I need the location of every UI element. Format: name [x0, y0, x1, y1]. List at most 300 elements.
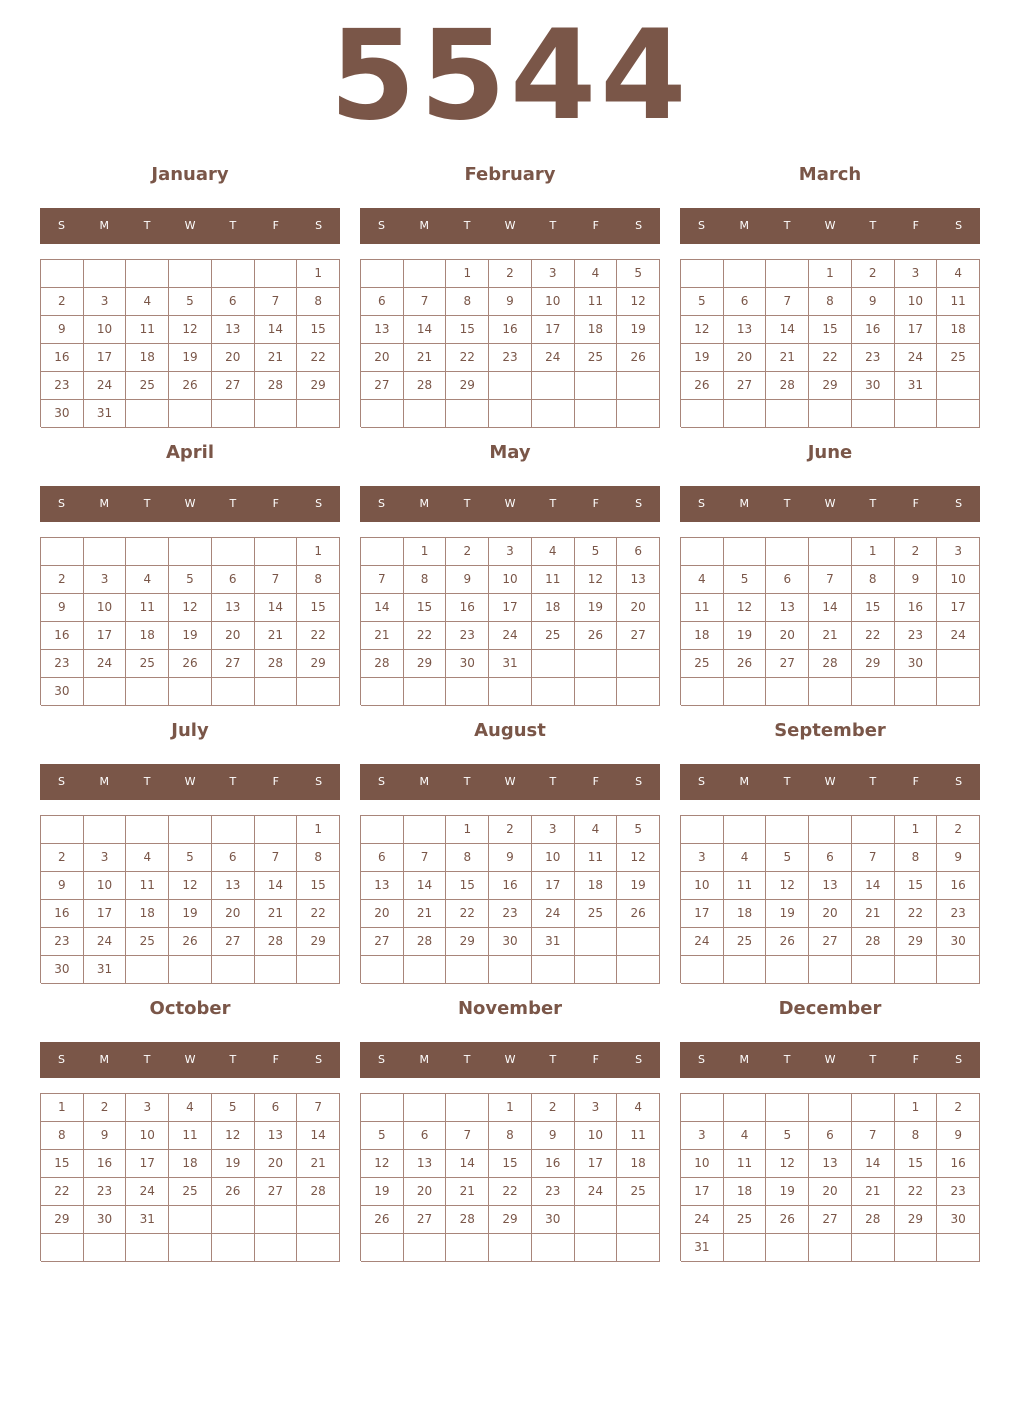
day-cell: 29 — [297, 928, 340, 956]
day-cell: 6 — [809, 844, 852, 872]
day-cell: 28 — [404, 928, 447, 956]
day-cell: 25 — [126, 928, 169, 956]
day-cell: 3 — [681, 1122, 724, 1150]
empty-day-cell — [724, 1234, 767, 1262]
day-cell: 23 — [852, 344, 895, 372]
day-cell: 12 — [575, 566, 618, 594]
empty-day-cell — [255, 956, 298, 984]
day-cell: 29 — [809, 372, 852, 400]
day-cell: 3 — [532, 260, 575, 288]
day-cell: 14 — [852, 1150, 895, 1178]
empty-day-cell — [84, 538, 127, 566]
day-cell: 24 — [126, 1178, 169, 1206]
day-cell: 11 — [532, 566, 575, 594]
empty-day-cell — [446, 956, 489, 984]
empty-day-cell — [852, 956, 895, 984]
day-cell: 11 — [937, 288, 980, 316]
weekday-label: W — [504, 1053, 516, 1066]
day-cell: 13 — [361, 872, 404, 900]
empty-day-cell — [937, 1234, 980, 1262]
empty-day-cell — [809, 678, 852, 706]
empty-day-cell — [489, 956, 532, 984]
empty-day-cell — [297, 678, 340, 706]
day-cell: 7 — [404, 288, 447, 316]
day-cell: 9 — [84, 1122, 127, 1150]
day-cell: 26 — [169, 372, 212, 400]
day-cell: 14 — [766, 316, 809, 344]
weekday-label: T — [869, 775, 877, 788]
day-cell: 7 — [766, 288, 809, 316]
empty-day-cell — [809, 1234, 852, 1262]
month-name: March — [798, 164, 862, 185]
day-cell: 2 — [937, 816, 980, 844]
weekday-header — [40, 486, 340, 522]
day-cell: 24 — [84, 372, 127, 400]
day-cell: 18 — [532, 594, 575, 622]
day-cell: 10 — [575, 1122, 618, 1150]
day-cell: 23 — [41, 928, 84, 956]
empty-day-cell — [489, 400, 532, 428]
day-cell: 22 — [41, 1178, 84, 1206]
day-cell: 9 — [41, 594, 84, 622]
day-cell: 27 — [617, 622, 660, 650]
day-cell: 25 — [681, 650, 724, 678]
day-cell: 17 — [681, 900, 724, 928]
day-cell: 8 — [41, 1122, 84, 1150]
empty-day-cell — [575, 650, 618, 678]
empty-day-cell — [41, 1234, 84, 1262]
month-name: November — [457, 998, 563, 1019]
empty-day-cell — [617, 928, 660, 956]
day-cell: 27 — [766, 650, 809, 678]
empty-day-cell — [255, 538, 298, 566]
day-cell: 1 — [489, 1094, 532, 1122]
day-cell: 7 — [809, 566, 852, 594]
day-cell: 25 — [575, 344, 618, 372]
weekday-label: F — [592, 1053, 599, 1066]
empty-day-cell — [255, 400, 298, 428]
day-cell: 1 — [852, 538, 895, 566]
day-cell: 8 — [809, 288, 852, 316]
weekday-label: T — [143, 219, 151, 232]
weekday-label: T — [143, 1053, 151, 1066]
day-cell: 26 — [617, 344, 660, 372]
day-cell: 8 — [404, 566, 447, 594]
weekday-label: S — [955, 775, 963, 788]
day-cell: 16 — [489, 872, 532, 900]
day-cell: 16 — [446, 594, 489, 622]
day-cell: 30 — [446, 650, 489, 678]
day-cell: 30 — [41, 956, 84, 984]
day-cell: 17 — [681, 1178, 724, 1206]
day-cell: 30 — [41, 678, 84, 706]
day-cell: 2 — [41, 566, 84, 594]
month-name: July — [171, 720, 209, 741]
empty-day-cell — [84, 1234, 127, 1262]
day-cell: 18 — [724, 1178, 767, 1206]
empty-day-cell — [361, 1234, 404, 1262]
weekday-label: S — [697, 775, 705, 788]
day-grid — [680, 1093, 980, 1261]
weekday-header — [40, 764, 340, 800]
day-cell: 29 — [404, 650, 447, 678]
day-cell: 13 — [255, 1122, 298, 1150]
day-cell: 15 — [297, 316, 340, 344]
weekday-label: S — [377, 497, 385, 510]
weekday-label: W — [184, 775, 196, 788]
day-cell: 2 — [41, 844, 84, 872]
day-cell: 10 — [532, 844, 575, 872]
day-cell: 19 — [169, 622, 212, 650]
day-cell: 3 — [84, 844, 127, 872]
day-cell: 3 — [84, 288, 127, 316]
empty-day-cell — [681, 538, 724, 566]
day-cell: 16 — [895, 594, 938, 622]
day-cell: 3 — [532, 816, 575, 844]
day-cell: 22 — [895, 900, 938, 928]
day-cell: 14 — [404, 872, 447, 900]
day-cell: 16 — [41, 344, 84, 372]
day-cell: 12 — [617, 844, 660, 872]
day-cell: 14 — [404, 316, 447, 344]
day-cell: 27 — [212, 372, 255, 400]
day-cell: 3 — [895, 260, 938, 288]
day-cell: 12 — [169, 594, 212, 622]
day-cell: 16 — [532, 1150, 575, 1178]
day-cell: 19 — [766, 900, 809, 928]
empty-day-cell — [41, 538, 84, 566]
day-cell: 11 — [169, 1122, 212, 1150]
empty-day-cell — [169, 816, 212, 844]
day-cell: 4 — [169, 1094, 212, 1122]
day-cell: 6 — [809, 1122, 852, 1150]
weekday-label: S — [697, 497, 705, 510]
weekday-label: T — [549, 497, 557, 510]
day-cell: 8 — [852, 566, 895, 594]
month-name: June — [807, 442, 853, 463]
weekday-label: F — [272, 1053, 279, 1066]
weekday-label: F — [272, 497, 279, 510]
day-cell: 23 — [446, 622, 489, 650]
empty-day-cell — [617, 678, 660, 706]
day-cell: 20 — [724, 344, 767, 372]
empty-day-cell — [169, 260, 212, 288]
weekday-label: M — [419, 497, 430, 510]
day-cell: 21 — [255, 900, 298, 928]
weekday-label: F — [912, 775, 919, 788]
weekday-label: W — [184, 219, 196, 232]
empty-day-cell — [766, 956, 809, 984]
day-cell: 6 — [212, 566, 255, 594]
day-cell: 1 — [895, 1094, 938, 1122]
day-cell: 30 — [41, 400, 84, 428]
day-cell: 29 — [895, 928, 938, 956]
day-cell: 23 — [489, 344, 532, 372]
day-cell: 11 — [126, 872, 169, 900]
day-cell: 28 — [809, 650, 852, 678]
day-cell: 4 — [126, 288, 169, 316]
day-cell: 5 — [169, 844, 212, 872]
empty-day-cell — [681, 678, 724, 706]
day-cell: 17 — [575, 1150, 618, 1178]
day-cell: 18 — [617, 1150, 660, 1178]
weekday-label: F — [592, 219, 599, 232]
day-cell: 30 — [532, 1206, 575, 1234]
empty-day-cell — [404, 1234, 447, 1262]
day-cell: 5 — [575, 538, 618, 566]
weekday-label: T — [783, 497, 791, 510]
empty-day-cell — [84, 678, 127, 706]
day-cell: 25 — [126, 372, 169, 400]
weekday-header — [680, 1042, 980, 1078]
day-cell: 20 — [212, 344, 255, 372]
empty-day-cell — [532, 1234, 575, 1262]
day-cell: 20 — [404, 1178, 447, 1206]
weekday-label: W — [184, 1053, 196, 1066]
day-cell: 1 — [809, 260, 852, 288]
day-cell: 27 — [361, 372, 404, 400]
day-cell: 12 — [681, 316, 724, 344]
day-cell: 21 — [809, 622, 852, 650]
day-cell: 16 — [41, 900, 84, 928]
empty-day-cell — [361, 1094, 404, 1122]
day-cell: 8 — [895, 844, 938, 872]
day-cell: 1 — [297, 538, 340, 566]
day-cell: 13 — [724, 316, 767, 344]
empty-day-cell — [212, 816, 255, 844]
day-cell: 27 — [212, 650, 255, 678]
day-grid — [40, 259, 340, 427]
day-cell: 11 — [575, 288, 618, 316]
day-cell: 20 — [361, 344, 404, 372]
day-cell: 28 — [852, 928, 895, 956]
weekday-label: W — [504, 775, 516, 788]
empty-day-cell — [575, 400, 618, 428]
empty-day-cell — [937, 678, 980, 706]
day-cell: 5 — [766, 844, 809, 872]
empty-day-cell — [895, 956, 938, 984]
weekday-label: S — [57, 497, 65, 510]
day-cell: 29 — [446, 928, 489, 956]
empty-day-cell — [255, 1206, 298, 1234]
empty-day-cell — [361, 678, 404, 706]
empty-day-cell — [489, 372, 532, 400]
empty-day-cell — [404, 1094, 447, 1122]
day-cell: 8 — [489, 1122, 532, 1150]
day-cell: 22 — [297, 900, 340, 928]
day-cell: 3 — [84, 566, 127, 594]
day-cell: 12 — [361, 1150, 404, 1178]
day-cell: 8 — [446, 288, 489, 316]
day-cell: 7 — [297, 1094, 340, 1122]
day-cell: 26 — [766, 1206, 809, 1234]
empty-day-cell — [212, 260, 255, 288]
day-cell: 1 — [297, 816, 340, 844]
weekday-label: T — [549, 1053, 557, 1066]
day-cell: 22 — [489, 1178, 532, 1206]
empty-day-cell — [361, 400, 404, 428]
day-cell: 2 — [84, 1094, 127, 1122]
empty-day-cell — [404, 678, 447, 706]
day-cell: 24 — [489, 622, 532, 650]
day-cell: 23 — [41, 650, 84, 678]
empty-day-cell — [446, 400, 489, 428]
weekday-label: S — [57, 775, 65, 788]
empty-day-cell — [41, 816, 84, 844]
day-cell: 3 — [937, 538, 980, 566]
day-cell: 26 — [169, 650, 212, 678]
day-cell: 4 — [937, 260, 980, 288]
weekday-label: S — [635, 219, 643, 232]
day-cell: 31 — [84, 956, 127, 984]
day-cell: 2 — [937, 1094, 980, 1122]
empty-day-cell — [852, 400, 895, 428]
empty-day-cell — [361, 538, 404, 566]
day-cell: 11 — [126, 594, 169, 622]
day-cell: 23 — [895, 622, 938, 650]
day-cell: 17 — [532, 872, 575, 900]
day-cell: 2 — [532, 1094, 575, 1122]
empty-day-cell — [617, 1206, 660, 1234]
day-cell: 11 — [126, 316, 169, 344]
empty-day-cell — [126, 956, 169, 984]
weekday-label: T — [869, 497, 877, 510]
day-cell: 3 — [489, 538, 532, 566]
empty-day-cell — [809, 400, 852, 428]
empty-day-cell — [809, 956, 852, 984]
weekday-label: T — [229, 1053, 237, 1066]
day-cell: 8 — [446, 844, 489, 872]
day-cell: 23 — [41, 372, 84, 400]
weekday-label: F — [912, 1053, 919, 1066]
day-cell: 31 — [126, 1206, 169, 1234]
empty-day-cell — [617, 372, 660, 400]
empty-day-cell — [766, 260, 809, 288]
day-cell: 29 — [297, 372, 340, 400]
day-cell: 16 — [937, 872, 980, 900]
month-name: August — [474, 720, 546, 741]
empty-day-cell — [617, 650, 660, 678]
day-cell: 19 — [617, 872, 660, 900]
day-cell: 7 — [446, 1122, 489, 1150]
day-cell: 20 — [766, 622, 809, 650]
day-cell: 28 — [297, 1178, 340, 1206]
day-cell: 27 — [809, 1206, 852, 1234]
weekday-header — [360, 1042, 660, 1078]
day-cell: 21 — [766, 344, 809, 372]
day-cell: 9 — [532, 1122, 575, 1150]
day-cell: 30 — [84, 1206, 127, 1234]
day-cell: 10 — [681, 1150, 724, 1178]
day-cell: 12 — [766, 872, 809, 900]
weekday-label: S — [315, 1053, 323, 1066]
day-cell: 15 — [852, 594, 895, 622]
day-cell: 19 — [617, 316, 660, 344]
day-cell: 29 — [895, 1206, 938, 1234]
day-cell: 30 — [937, 1206, 980, 1234]
day-cell: 4 — [617, 1094, 660, 1122]
empty-day-cell — [937, 956, 980, 984]
day-cell: 23 — [532, 1178, 575, 1206]
empty-day-cell — [937, 400, 980, 428]
empty-day-cell — [766, 678, 809, 706]
day-grid — [360, 815, 660, 983]
day-cell: 14 — [361, 594, 404, 622]
day-cell: 18 — [575, 872, 618, 900]
empty-day-cell — [297, 956, 340, 984]
weekday-label: S — [697, 1053, 705, 1066]
day-cell: 25 — [575, 900, 618, 928]
day-cell: 18 — [724, 900, 767, 928]
empty-day-cell — [852, 1094, 895, 1122]
day-cell: 17 — [84, 900, 127, 928]
day-cell: 14 — [255, 316, 298, 344]
weekday-label: S — [377, 775, 385, 788]
day-cell: 18 — [126, 344, 169, 372]
empty-day-cell — [169, 538, 212, 566]
empty-day-cell — [532, 956, 575, 984]
empty-day-cell — [212, 1234, 255, 1262]
day-cell: 11 — [724, 1150, 767, 1178]
weekday-label: F — [912, 497, 919, 510]
day-cell: 28 — [404, 372, 447, 400]
day-cell: 19 — [724, 622, 767, 650]
day-grid — [40, 1093, 340, 1261]
empty-day-cell — [532, 400, 575, 428]
empty-day-cell — [532, 372, 575, 400]
day-cell: 25 — [937, 344, 980, 372]
day-cell: 24 — [575, 1178, 618, 1206]
day-cell: 13 — [766, 594, 809, 622]
day-cell: 31 — [681, 1234, 724, 1262]
day-cell: 22 — [297, 344, 340, 372]
day-cell: 9 — [852, 288, 895, 316]
weekday-label: S — [315, 775, 323, 788]
empty-day-cell — [681, 816, 724, 844]
day-cell: 31 — [489, 650, 532, 678]
empty-day-cell — [575, 1206, 618, 1234]
day-cell: 15 — [297, 594, 340, 622]
weekday-label: T — [869, 1053, 877, 1066]
day-cell: 2 — [852, 260, 895, 288]
day-cell: 4 — [724, 844, 767, 872]
day-cell: 7 — [852, 844, 895, 872]
day-cell: 28 — [766, 372, 809, 400]
day-cell: 5 — [361, 1122, 404, 1150]
day-cell: 14 — [852, 872, 895, 900]
empty-day-cell — [724, 816, 767, 844]
day-cell: 19 — [169, 344, 212, 372]
month-name: October — [149, 998, 231, 1019]
day-cell: 13 — [809, 1150, 852, 1178]
empty-day-cell — [617, 1234, 660, 1262]
empty-day-cell — [809, 1094, 852, 1122]
weekday-label: M — [419, 219, 430, 232]
day-cell: 9 — [895, 566, 938, 594]
weekday-label: S — [635, 497, 643, 510]
day-cell: 29 — [297, 650, 340, 678]
weekday-label: W — [824, 1053, 836, 1066]
empty-day-cell — [169, 1206, 212, 1234]
day-cell: 28 — [255, 650, 298, 678]
empty-day-cell — [766, 816, 809, 844]
month-name: September — [774, 720, 886, 741]
day-grid — [680, 259, 980, 427]
day-cell: 18 — [169, 1150, 212, 1178]
empty-day-cell — [937, 650, 980, 678]
empty-day-cell — [126, 260, 169, 288]
day-cell: 24 — [895, 344, 938, 372]
